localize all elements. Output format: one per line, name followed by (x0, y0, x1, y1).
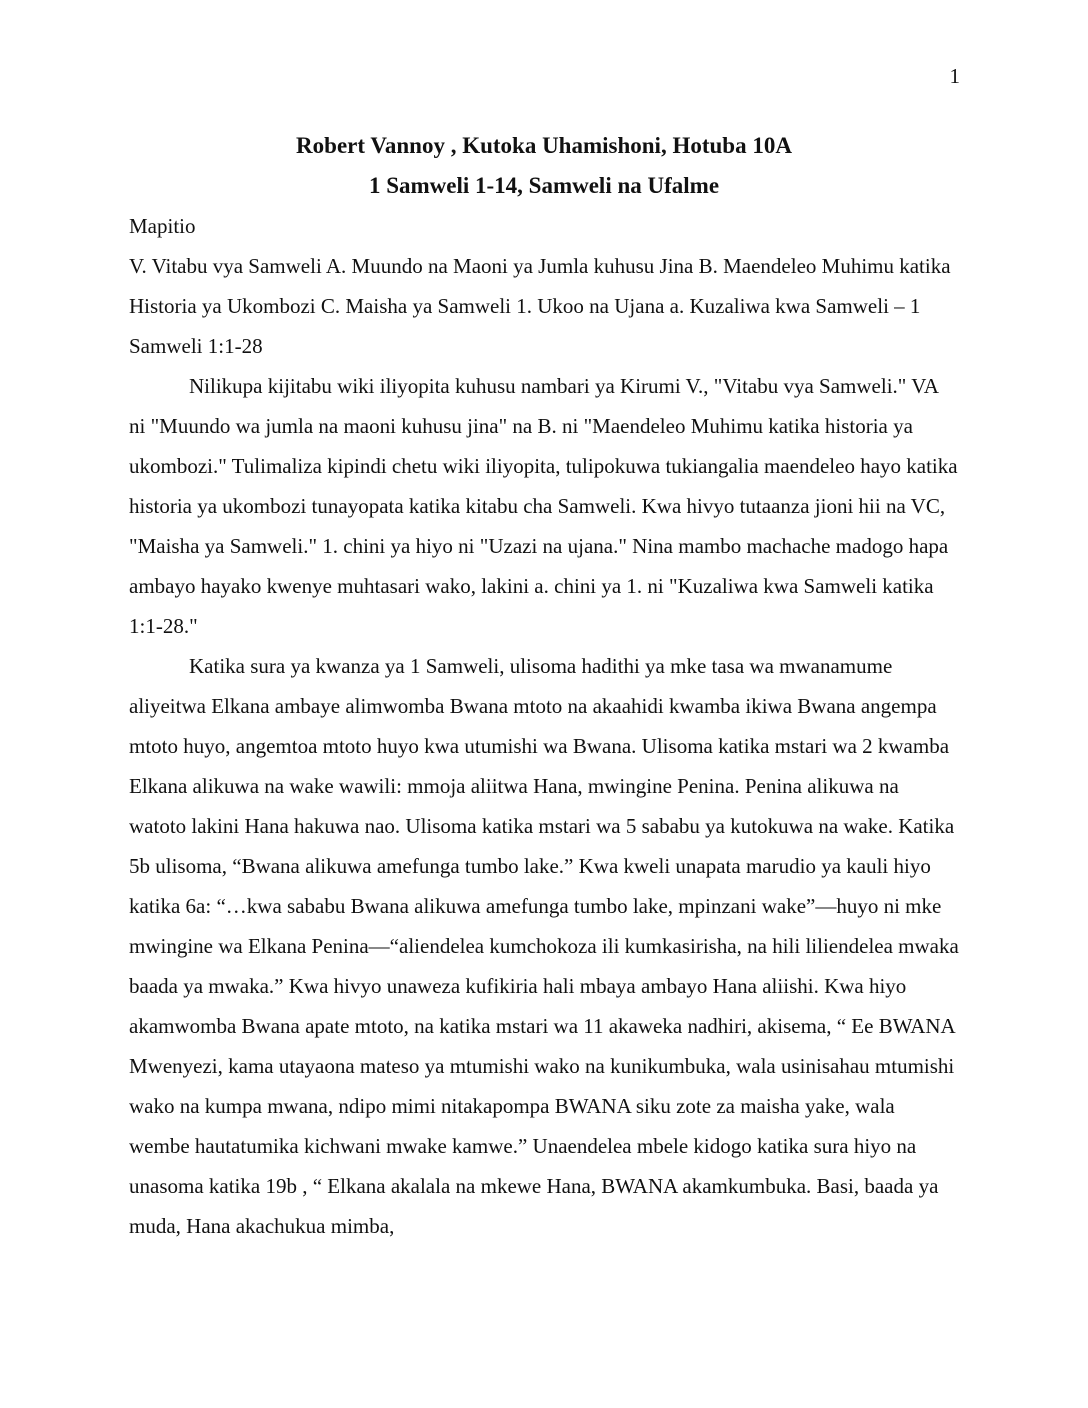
outline-paragraph: V. Vitabu vya Samweli A. Muundo na Maoni ya Jumla kuhusu Jina B. Maendeleo Muhimu katika Historia ya Ukombozi C. Maisha ya Samweli 1. Ukoo na Ujana a. Kuzaliwa kwa Samweli – 1 Samweli 1:1-28 (129, 254, 951, 358)
document-title: Robert Vannoy , Kutoka Uhamishoni, Hotuba 10A (296, 133, 792, 158)
page-number: 1 (949, 64, 960, 88)
body-paragraph: Katika sura ya kwanza ya 1 Samweli, ulisoma hadithi ya mke tasa wa mwanamume aliyeitwa Elkana ambaye alimwomba Bwana mtoto na akaahidi kwamba ikiwa Bwana angempa mtoto huyo, angemtoa mtoto huyo kwa utumishi wa Bwana. Ulisoma katika mstari wa 2 kwamba Elkana alikuwa na wake wawili: mmoja aliitwa Hana, mwingine Penina. Penina alikuwa na watoto lakini Hana hakuwa nao. Ulisoma katika mstari wa 5 sababu ya kutokuwa na wake. Katika 5b ulisoma, “Bwana alikuwa amefunga tumbo lake.” Kwa kweli unapata marudio ya kauli hiyo katika 6a: “…kwa sababu Bwana alikuwa amefunga tumbo lake, mpinzani wake”—huyo ni mke mwingine wa Elkana Penina—“aliendelea kumchokoza ili kumkasirisha, na hili liliendelea mwaka baada ya mwaka.” Kwa hivyo unaweza kufikiria hali mbaya ambayo Hana aliishi. Kwa hiyo akamwomba Bwana apate mtoto, na katika mstari wa 11 akaweka nadhiri, akisema, “ Ee BWANA Mwenyezi, kama utayaona mateso ya mtumishi wako na kunikumbuka, wala usinisahau mtumishi wako na kumpa mwana, ndipo mimi nitakapompa BWANA siku zote za maisha yake, wala wembe hautatumika kichwani mwake kamwe.” Unaendelea mbele kidogo katika sura hiyo na unasoma katika 19b , “ Elkana akalala na mkewe Hana, BWANA akamkumbuka. Basi, baada ya muda, Hana akachukua mimba, (129, 654, 959, 1238)
body-paragraph: Nilikupa kijitabu wiki iliyopita kuhusu nambari ya Kirumi V., "Vitabu vya Samweli." VA ni "Muundo wa jumla na maoni kuhusu jina" na B. ni "Maendeleo Muhimu katika historia ya ukombozi." Tulimaliza kipindi chetu wiki iliyopita, tulipokuwa tukiangalia maendeleo hayo katika historia ya ukombozi tunayopata katika kitabu cha Samweli. Kwa hivyo tutaanza jioni hii na VC, "Maisha ya Samweli." 1. chini ya hiyo ni "Uzazi na ujana." Nina mambo machache madogo hapa ambayo hayako kwenye muhtasari wako, lakini a. chini ya 1. ni "Kuzaliwa kwa Samweli katika 1:1-28." (129, 374, 958, 638)
section-label: Mapitio (129, 214, 196, 238)
document-subtitle: 1 Samweli 1-14, Samweli na Ufalme (368, 173, 720, 198)
document-body (129, 126, 959, 1246)
